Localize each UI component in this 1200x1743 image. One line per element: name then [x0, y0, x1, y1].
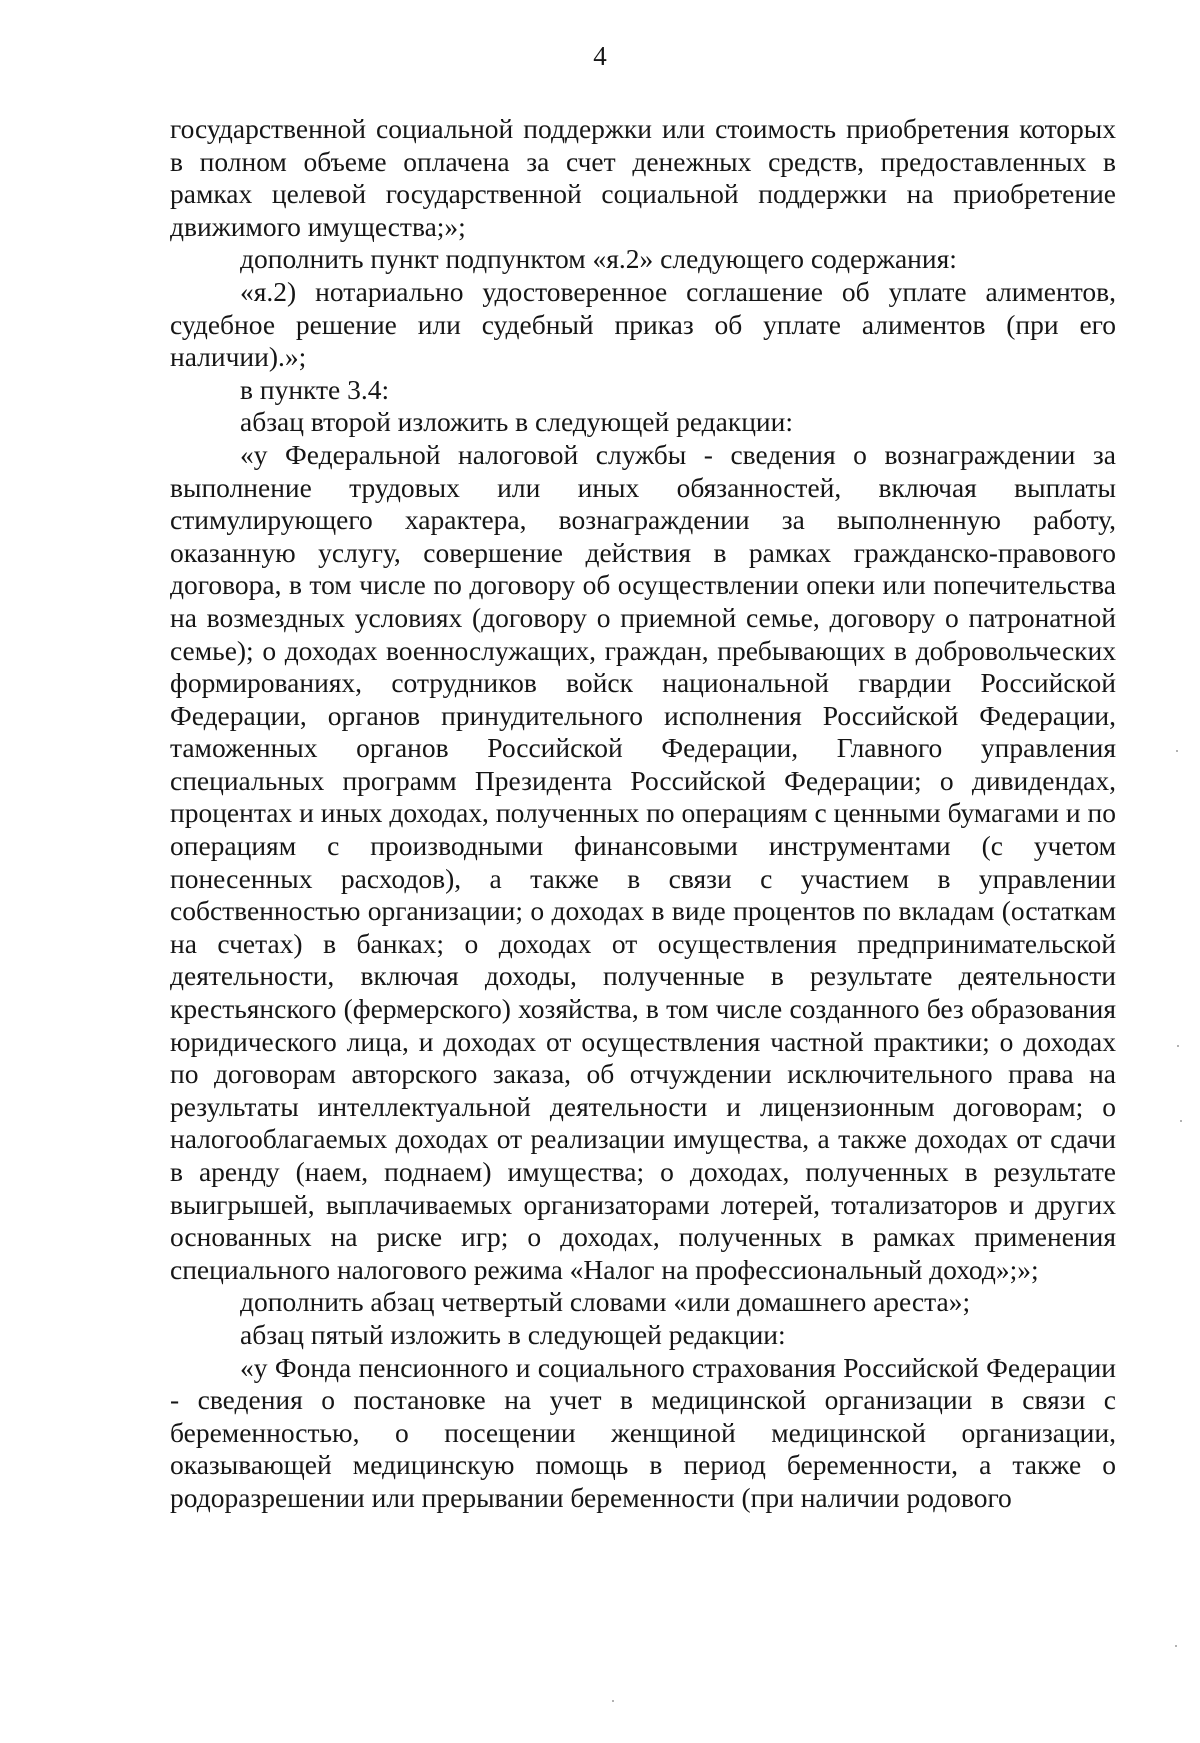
paragraph-continuation: государственной социальной поддержки или стоимость приобретения которых в полном объеме оплачена за счет денежных средств, предоставленных в рамках целевой государственной социальной поддержки на приобретение движимого имущества;»; [170, 113, 1116, 242]
paragraph-clause-3-4: в пункте 3.4: [240, 373, 390, 405]
scan-speck [1176, 750, 1178, 752]
paragraph-second-abzats: абзац второй изложить в следующей редакции: [240, 406, 794, 438]
paragraph-fourth-abzats: дополнить абзац четвертый словами «или домашнего ареста»; [240, 1286, 971, 1318]
document-body [170, 113, 1116, 1743]
scan-speck [1175, 1645, 1177, 1647]
page-number: 4 [593, 41, 607, 71]
paragraph-subclause-ya2: «я.2) нотариально удостоверенное соглашение об уплате алиментов, судебное решение или судебный приказ об уплате алиментов (при его наличии).»; [170, 275, 1116, 373]
paragraph-fifth-abzats: абзац пятый изложить в следующей редакции: [240, 1318, 786, 1350]
scan-speck [1177, 1045, 1179, 1047]
paragraph-add-subclause: дополнить пункт подпунктом «я.2» следующего содержания: [240, 243, 957, 275]
paragraph-pension-fund: «у Фонда пенсионного и социального страхования Российской Федерации - сведения о постановке на учет в медицинской организации в связи с беременностью, о посещении женщиной медицинской организации, оказывающей медицинскую помощь в период беременности, а также о родоразрешении или прерывании беременности (при наличии родового [170, 1351, 1116, 1513]
paragraph-tax-service: «у Федеральной налоговой службы - сведения о вознаграждении за выполнение трудовых или иных обязанностей, включая выплаты стимулирующего характера, вознаграждении за выполненную работу, оказанную услугу, совершение действия в рамках гражданско-правового договора, в том числе по договору об осуществлении опеки или попечительства на возмездных условиях (договору о приемной семье, договору о патронатной семье); о доходах военнослужащих, граждан, пребывающих в добровольческих формированиях, сотрудников войск национальной гвардии Российской Федерации, органов принудительного исполнения Российской Федерации, таможенных органов Российской Федерации, Главного управления специальных программ Президента Российской Федерации; о дивидендах, процентах и иных доходах, полученных по операциям с ценными бумагами и по операциям с производными финансовыми инструментами (с учетом понесенных расходов), а также в связи с участием в управлении собственностью организации; о доходах в виде процентов по вкладам (остаткам на счетах) в банках; о доходах от осуществления предпринимательской деятельности, включая доходы, полученные в результате деятельности крестьянского (фермерского) хозяйства, в том числе созданного без образования юридического лица, и доходах от осуществления частной практики; о доходах по договорам авторского заказа, об отчуждении исключительного права на результаты интеллектуальной деятельности и лицензионным договорам; о налогооблагаемых доходах от реализации имущества, а также доходах от сдачи в аренду (наем, поднаем) имущества; о доходах, полученных в результате выигрышей, выплачиваемых организаторами лотерей, тотализаторов и других основанных на риске игр; о доходах, полученных в рамках применения специального налогового режима «Налог на профессиональный доход»;»; [170, 438, 1116, 1285]
scan-speck [1180, 1120, 1182, 1122]
scan-speck [612, 1700, 614, 1702]
